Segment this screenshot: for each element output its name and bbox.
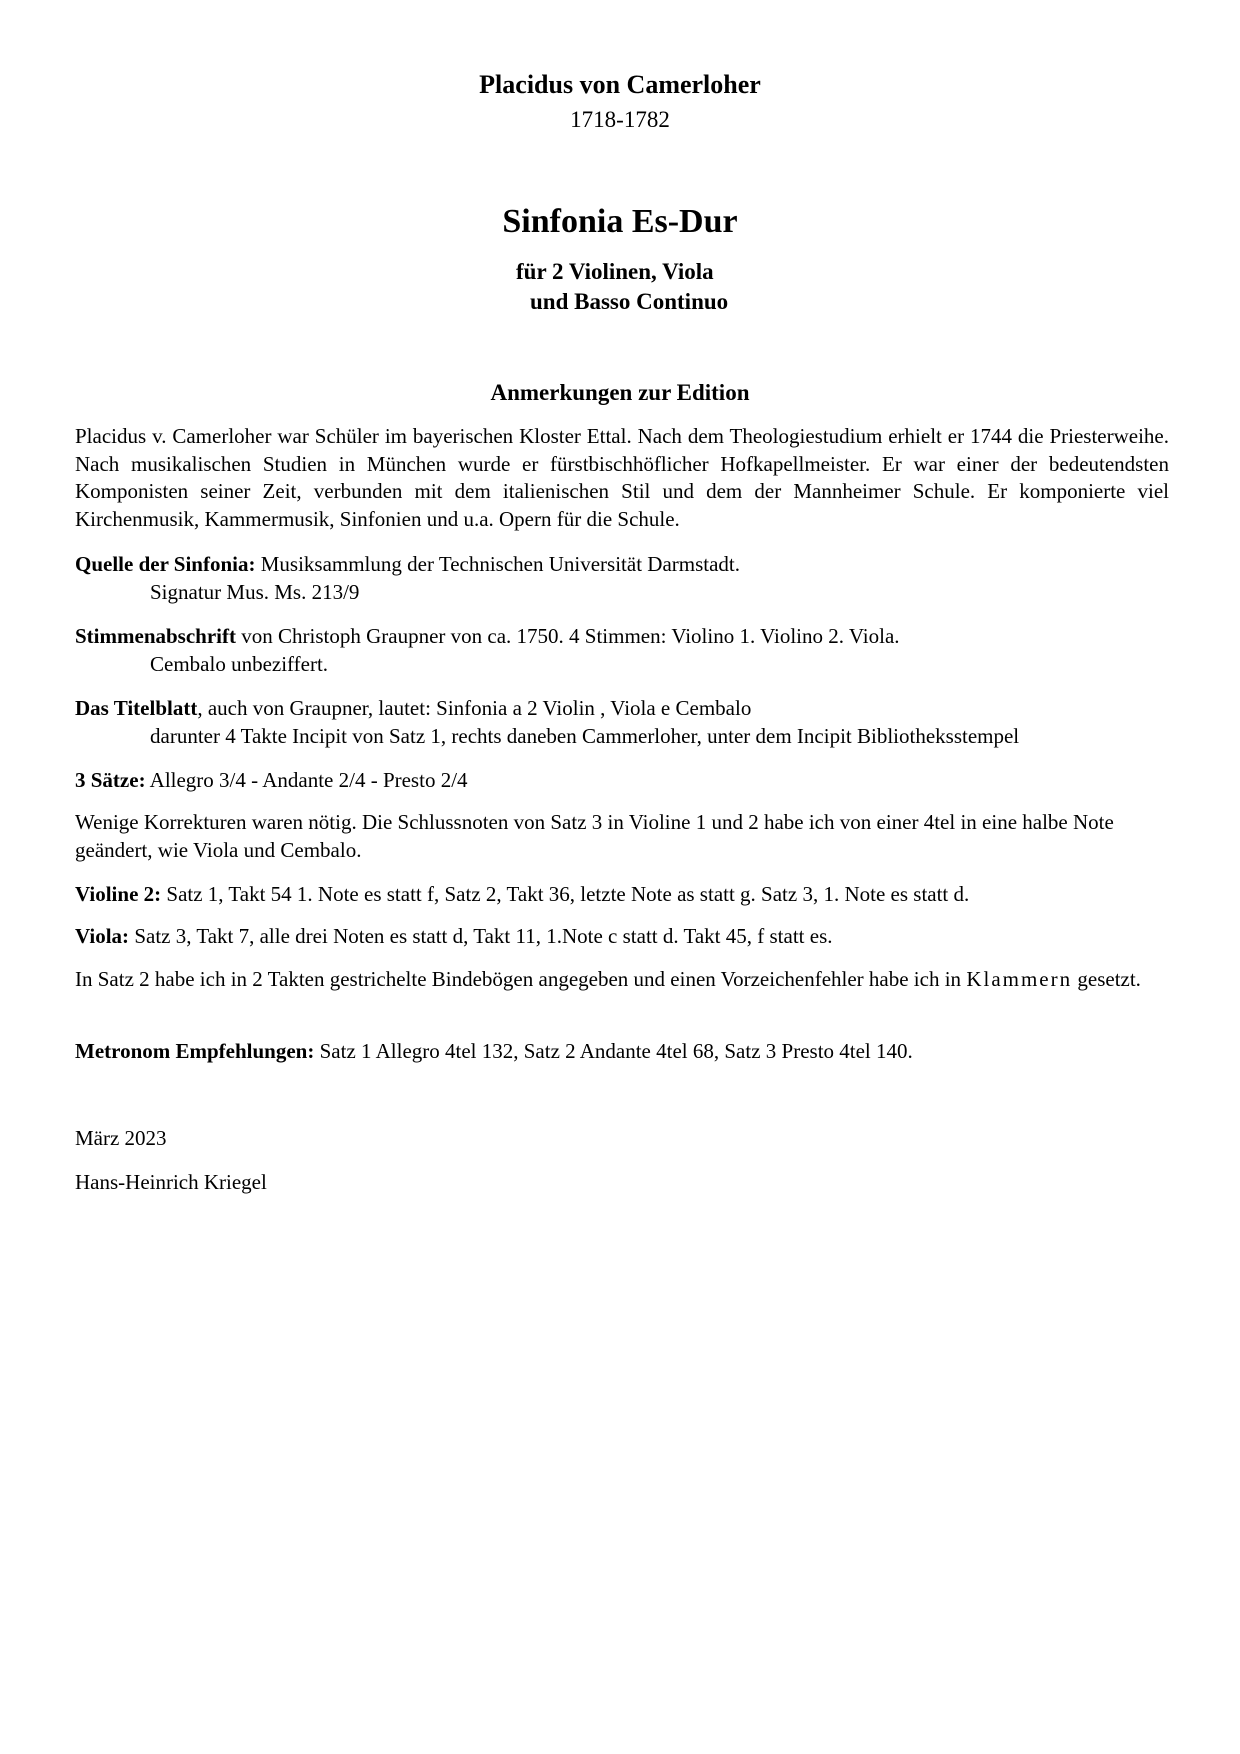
viola-paragraph <box>75 923 1169 951</box>
movement2-paragraph <box>75 966 1169 994</box>
source-paragraph <box>75 551 1169 606</box>
viola-label: Viola: <box>75 924 130 948</box>
movements-label: 3 Sätze: <box>75 768 146 792</box>
parts-copy-indent: Cembalo unbeziffert. <box>150 651 329 676</box>
edition-date: März 2023 <box>75 1126 167 1150</box>
movements-text: Allegro 3/4 - Andante 2/4 - Presto 2/4 <box>145 768 468 792</box>
viola-text: Satz 3, Takt 7, alle drei Noten es statt d, Takt 11, 1.Note c statt d. Takt 45, f statt es. <box>129 924 833 948</box>
title-page-indent: darunter 4 Takte Incipit von Satz 1, rechts daneben Cammerloher, unter dem Incipit Bibliotheksstempel <box>150 723 1020 748</box>
corrections-paragraph: Wenige Korrekturen waren nötig. Die Schlussnoten von Satz 3 in Violine 1 und 2 habe ich von einer 4tel in eine halbe Note geändert, wie Viola und Cembalo. <box>75 810 1114 862</box>
violin2-paragraph <box>75 881 1169 909</box>
parts-copy-label: Stimmenabschrift <box>75 624 236 648</box>
violin2-label: Violine 2: <box>75 882 162 906</box>
instrumentation-line-2: und Basso Continuo <box>530 289 729 314</box>
movement2-tail: gesetzt. <box>1072 967 1141 991</box>
parts-copy-text: von Christoph Graupner von ca. 1750. 4 Stimmen: Violino 1. Violino 2. Viola. <box>236 624 900 648</box>
title-page-label: Das Titelblatt <box>75 696 198 720</box>
source-text: Musiksammlung der Technischen Universität Darmstadt. <box>255 552 741 576</box>
movement2-brackets-word: Klammern <box>966 967 1073 991</box>
title-page-text: , auch von Graupner, lautet: Sinfonia a 2 Violin , Viola e Cembalo <box>197 696 752 720</box>
instrumentation-line-1: für 2 Violinen, Viola <box>516 259 714 284</box>
composer-dates: 1718-1782 <box>570 107 670 132</box>
work-title: Sinfonia Es-Dur <box>502 203 738 240</box>
metronome-paragraph <box>75 1038 1169 1066</box>
movements-paragraph <box>75 767 1169 795</box>
notes-heading: Anmerkungen zur Edition <box>490 380 750 405</box>
title-page-paragraph <box>75 695 1169 750</box>
intro-paragraph: Placidus v. Camerloher war Schüler im bayerischen Kloster Ettal. Nach dem Theologiestudium erhielt er 1744 die Priesterweihe. Nach musikalischen Studien in München wurde er fürstbischhöflicher Hofkapellmeister. Er war einer der bedeutendsten Komponisten seiner Zeit, verbunden mit dem italienischen Stil und dem der Mannheimer Schule. Er komponierte viel Kirchenmusik, Kammermusik, Sinfonien und u.a. Opern für die Schule. <box>75 424 1169 531</box>
metronome-label: Metronom Empfehlungen: <box>75 1039 315 1063</box>
composer-name: Placidus von Camerloher <box>479 70 761 99</box>
editor-name: Hans-Heinrich Kriegel <box>75 1170 267 1194</box>
source-label: Quelle der Sinfonia: <box>75 552 256 576</box>
parts-copy-paragraph <box>75 623 1169 678</box>
movement2-text: In Satz 2 habe ich in 2 Takten gestrichelte Bindebögen angegeben und einen Vorzeichenfehler habe ich in <box>75 967 967 991</box>
metronome-text: Satz 1 Allegro 4tel 132, Satz 2 Andante 4tel 68, Satz 3 Presto 4tel 140. <box>314 1039 913 1063</box>
violin2-text: Satz 1, Takt 54 1. Note es statt f, Satz 2, Takt 36, letzte Note as statt g. Satz 3, 1. Note es statt d. <box>161 882 970 906</box>
source-signature: Signatur Mus. Ms. 213/9 <box>150 579 360 604</box>
